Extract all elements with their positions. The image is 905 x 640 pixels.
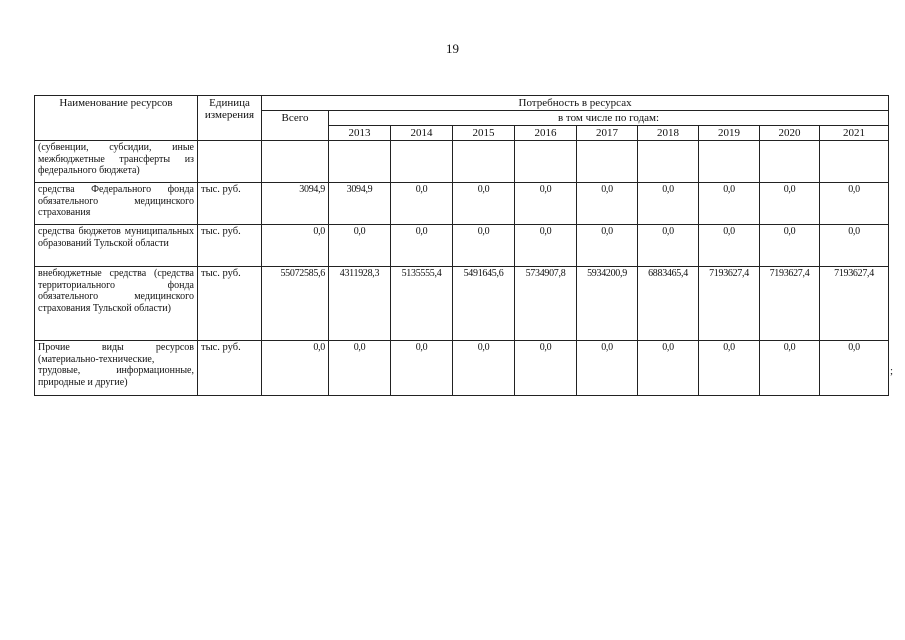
year-value: 0,0 xyxy=(453,341,515,396)
header-year: 2021 xyxy=(820,126,889,141)
year-value xyxy=(577,141,638,183)
year-value: 0,0 xyxy=(760,225,820,267)
resource-name: (субвенции, субсидии, иные межбюджетные трансферты из федерального бюджета) xyxy=(35,141,198,183)
table-row xyxy=(35,141,889,183)
year-value: 0,0 xyxy=(515,341,577,396)
year-value xyxy=(453,141,515,183)
header-year: 2015 xyxy=(453,126,515,141)
unit-cell: тыс. руб. xyxy=(198,183,262,225)
year-value: 5934200,9 xyxy=(577,267,638,341)
table-row xyxy=(35,225,889,267)
year-value: 0,0 xyxy=(760,341,820,396)
header-year: 2014 xyxy=(391,126,453,141)
year-value: 7193627,4 xyxy=(760,267,820,341)
header-year: 2020 xyxy=(760,126,820,141)
year-value: 0,0 xyxy=(577,341,638,396)
header-total: Всего xyxy=(262,111,329,141)
year-value: 0,0 xyxy=(391,183,453,225)
year-value: 0,0 xyxy=(391,225,453,267)
year-value: 0,0 xyxy=(760,183,820,225)
resource-name: внебюджетные средства (средства территориального фонда обязательного медицинского страхования Тульской области) xyxy=(35,267,198,341)
header-year: 2017 xyxy=(577,126,638,141)
year-value xyxy=(515,141,577,183)
year-value: 5491645,6 xyxy=(453,267,515,341)
year-value: 7193627,4 xyxy=(699,267,760,341)
header-years: в том числе по годам: xyxy=(329,111,889,126)
resources-table xyxy=(34,95,889,396)
year-value: 0,0 xyxy=(391,341,453,396)
year-value: 0,0 xyxy=(329,341,391,396)
header-name: Наименование ресурсов xyxy=(35,96,198,141)
year-value: 0,0 xyxy=(453,183,515,225)
year-value: 7193627,4 xyxy=(820,267,889,341)
year-value: 0,0 xyxy=(820,225,889,267)
header-year: 2018 xyxy=(638,126,699,141)
unit-cell: тыс. руб. xyxy=(198,267,262,341)
table-row xyxy=(35,183,889,225)
year-value: 3094,9 xyxy=(329,183,391,225)
total-cell: 0,0 xyxy=(262,341,329,396)
year-value xyxy=(760,141,820,183)
header-unit: Единица измерения xyxy=(198,96,262,141)
year-value: 0,0 xyxy=(638,341,699,396)
header-need: Потребность в ресурсах xyxy=(262,96,889,111)
year-value: 0,0 xyxy=(515,183,577,225)
header-year: 2019 xyxy=(699,126,760,141)
year-value xyxy=(820,141,889,183)
year-value xyxy=(638,141,699,183)
year-value: 0,0 xyxy=(577,225,638,267)
year-value: 0,0 xyxy=(515,225,577,267)
table-row xyxy=(35,341,889,396)
year-value: 0,0 xyxy=(699,341,760,396)
year-value: 0,0 xyxy=(577,183,638,225)
year-value: 0,0 xyxy=(820,183,889,225)
year-value: 0,0 xyxy=(699,183,760,225)
year-value xyxy=(329,141,391,183)
year-value: 0,0 xyxy=(820,341,889,396)
year-value: 5135555,4 xyxy=(391,267,453,341)
header-year: 2013 xyxy=(329,126,391,141)
year-value xyxy=(699,141,760,183)
unit-cell: тыс. руб. xyxy=(198,225,262,267)
trailing-semicolon: ; xyxy=(890,365,894,377)
year-value: 5734907,8 xyxy=(515,267,577,341)
unit-cell xyxy=(198,141,262,183)
year-value xyxy=(391,141,453,183)
header-year: 2016 xyxy=(515,126,577,141)
total-cell xyxy=(262,141,329,183)
year-value: 0,0 xyxy=(638,183,699,225)
header-row-1 xyxy=(35,96,889,111)
year-value: 0,0 xyxy=(453,225,515,267)
resource-name: Прочие виды ресурсов (материально-технические, трудовые, информационные, природные и другие) xyxy=(35,341,198,396)
year-value: 0,0 xyxy=(329,225,391,267)
page-number: 19 xyxy=(446,41,459,56)
year-value: 4311928,3 xyxy=(329,267,391,341)
resource-name: средства бюджетов муниципальных образований Тульской области xyxy=(35,225,198,267)
total-cell: 0,0 xyxy=(262,225,329,267)
resource-name: средства Федерального фонда обязательного медицинского страхования xyxy=(35,183,198,225)
total-cell: 3094,9 xyxy=(262,183,329,225)
total-cell: 55072585,6 xyxy=(262,267,329,341)
year-value: 0,0 xyxy=(699,225,760,267)
table-row xyxy=(35,267,889,341)
unit-cell: тыс. руб. xyxy=(198,341,262,396)
year-value: 6883465,4 xyxy=(638,267,699,341)
year-value: 0,0 xyxy=(638,225,699,267)
